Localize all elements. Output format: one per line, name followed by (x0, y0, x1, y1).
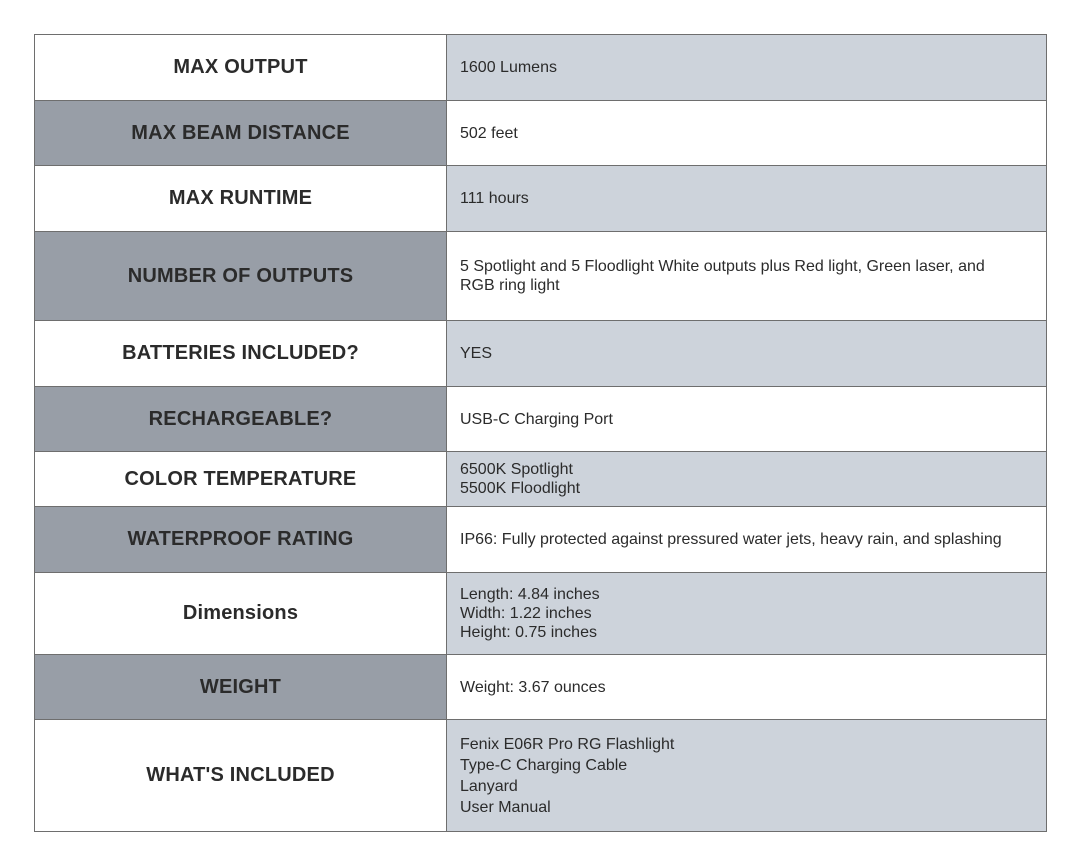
spec-value (447, 655, 1047, 720)
spec-value-line: 502 feet (460, 124, 518, 142)
spec-row-waterproof-rating (35, 507, 1047, 573)
spec-value-line: 5500K Floodlight (460, 480, 581, 497)
spec-value-line: 6500K Spotlight (460, 461, 573, 478)
spec-value-line: 111 hours (460, 190, 529, 207)
spec-row-number-of-outputs (35, 232, 1047, 321)
spec-value (447, 35, 1047, 101)
spec-value (447, 101, 1047, 166)
spec-value (447, 321, 1047, 387)
spec-value (447, 166, 1047, 232)
spec-value-line: User Manual (460, 798, 551, 816)
spec-row-rechargeable (35, 387, 1047, 452)
spec-label: MAX BEAM DISTANCE (35, 101, 447, 166)
spec-value-line: 5 Spotlight and 5 Floodlight White outputs plus Red light, Green laser, and RGB ring light (460, 258, 985, 294)
spec-value-line: Lanyard (460, 777, 518, 795)
spec-row-max-output (35, 35, 1047, 101)
spec-row-max-runtime (35, 166, 1047, 232)
spec-label: WEIGHT (35, 655, 447, 720)
spec-label: NUMBER OF OUTPUTS (35, 232, 447, 321)
spec-value-line: Fenix E06R Pro RG Flashlight (460, 735, 675, 753)
spec-label: Dimensions (35, 573, 447, 655)
spec-label: WHAT'S INCLUDED (35, 720, 447, 832)
spec-value (447, 452, 1047, 507)
spec-value (447, 232, 1047, 321)
spec-row-whats-included (35, 720, 1047, 832)
spec-row-max-beam-distance (35, 101, 1047, 166)
spec-value-line: Type-C Charging Cable (460, 756, 628, 774)
spec-label: MAX OUTPUT (35, 35, 447, 101)
spec-label: WATERPROOF RATING (35, 507, 447, 573)
spec-row-batteries-included (35, 321, 1047, 387)
spec-value-line: 1600 Lumens (460, 59, 557, 76)
spec-label: RECHARGEABLE? (35, 387, 447, 452)
spec-label: BATTERIES INCLUDED? (35, 321, 447, 387)
spec-row-weight (35, 655, 1047, 720)
spec-label: COLOR TEMPERATURE (35, 452, 447, 507)
spec-value (447, 573, 1047, 655)
spec-label: MAX RUNTIME (35, 166, 447, 232)
spec-value-line: Length: 4.84 inches (460, 586, 600, 603)
spec-value (447, 387, 1047, 452)
spec-value-line: YES (460, 345, 493, 362)
spec-value-line: Weight: 3.67 ounces (460, 678, 606, 696)
spec-value (447, 720, 1047, 832)
spec-row-color-temperature (35, 452, 1047, 507)
spec-row-dimensions (35, 573, 1047, 655)
specifications-table (34, 34, 1047, 832)
spec-value-line: USB-C Charging Port (460, 410, 613, 428)
spec-value-line: IP66: Fully protected against pressured water jets, heavy rain, and splashing (460, 531, 1002, 548)
spec-value (447, 507, 1047, 573)
spec-value-line: Height: 0.75 inches (460, 624, 597, 641)
spec-value-line: Width: 1.22 inches (460, 605, 592, 622)
